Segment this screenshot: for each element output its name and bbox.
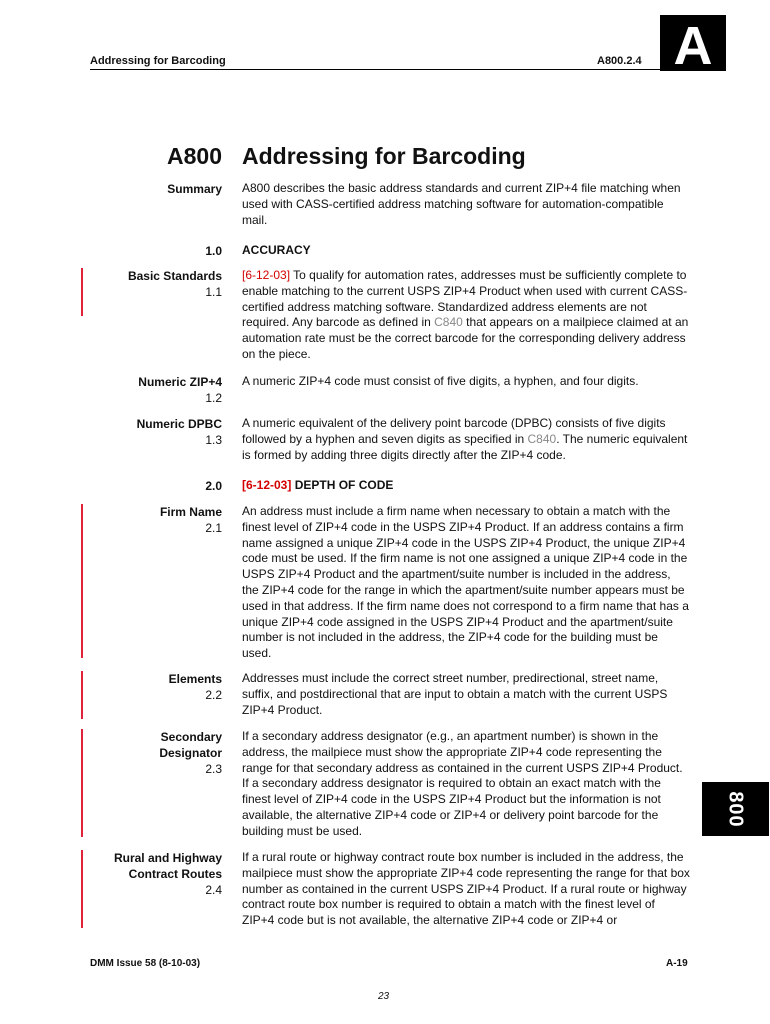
- subsection-1-2-text: A numeric ZIP+4 code must consist of five digits, a hyphen, and four digits.: [242, 374, 639, 388]
- revision-tag: [6-12-03]: [242, 478, 292, 492]
- subsection-1-1-text: [6-12-03] To qualify for automation rates, addresses must be sufficiently complete to enable matching to the current USPS ZIP+4 Product when used with current CASS-certified address matching software. Standardized address elements are not required. Any barcode as defined in C840 that appears on a mailpiece claimed at an automation rate must be the correct barcode for the corresponding delivery address on the piece.: [242, 268, 689, 361]
- section-1-title: ACCURACY: [242, 243, 311, 257]
- section-tab-letter: A: [660, 15, 726, 71]
- chapter-number: A800: [167, 143, 222, 169]
- section-2-title: [6-12-03] DEPTH OF CODE: [242, 478, 394, 492]
- page-number: 23: [378, 991, 390, 1002]
- subsection-2-1-label: Firm Name 2.1: [159, 505, 222, 535]
- c840-link[interactable]: C840: [527, 431, 557, 446]
- subsection-1-3-label: Numeric DPBC 1.3: [136, 417, 222, 447]
- side-tab: [702, 782, 769, 836]
- subsection-2-4-text: If a rural route or highway contract route box number is included in the address, the mailpiece must show the appropriate ZIP+4 code representing the range for that box number as contained in the current USPS ZIP+4 Product. If a rural route or highway contract route box number is required to obtain a match with the finest level of ZIP+4 code but is not available, the alternative ZIP+4 code or ZIP+4 or: [242, 850, 690, 928]
- section-1-number: 1.0: [205, 244, 222, 258]
- footer-page-ref: A-19: [666, 958, 688, 969]
- revision-tag: [6-12-03]: [242, 268, 291, 282]
- revision-bar: [81, 671, 83, 719]
- subsection-2-3-text: If a secondary address designator (e.g., an apartment number) is shown in the address, the mailpiece must show the appropriate ZIP+4 code representing the range for that secondary address as contained in the current USPS ZIP+4 Product. If a secondary address designator is required to obtain an exact match with the finest level of ZIP+4 code in the USPS ZIP+4 Product but the information is not available, the alternative ZIP+4 code or ZIP+4 or delivery point barcode for the building must be used.: [242, 729, 683, 838]
- footer-issue: DMM Issue 58 (8-10-03): [90, 958, 201, 969]
- subsection-2-1-text: An address must include a firm name when necessary to obtain a match with the finest level of ZIP+4 code in the USPS ZIP+4 Product. If an address contains a firm name assigned a unique ZIP+4 code in the USPS ZIP+4 Product, the unique ZIP+4 code must be used. If the firm name is not one assigned a unique ZIP+4 code in the USPS ZIP+4 Product and the apartment/suite number is included in the address, the ZIP+4 code for the range in which the apartment/suite number appears must be used in that address. If the firm name does not correspond to a firm name that has a unique ZIP+4 code assigned in the USPS ZIP+4 Product and the apartment/suite number is not included in the address, the ZIP+4 code for the building must be used.: [242, 504, 689, 661]
- subsection-1-3-text: A numeric equivalent of the delivery point barcode (DPBC) consists of five digits followed by a hyphen and seven digits as specified in C840. The numeric equivalent is formed by adding three digits directly after the ZIP+4 code.: [242, 416, 688, 462]
- revision-bar: [81, 268, 83, 316]
- c840-link[interactable]: C840: [434, 315, 463, 330]
- header-title: Addressing for Barcoding: [90, 55, 226, 67]
- subsection-2-4-label: Rural and Highway Contract Routes 2.4: [113, 851, 222, 897]
- subsection-1-2-label: Numeric ZIP+4 1.2: [138, 375, 222, 405]
- section-2-number: 2.0: [205, 479, 222, 493]
- summary-text: A800 describes the basic address standards and current ZIP+4 file matching when used with CASS-certified address matching software for automation-compatible mail.: [242, 181, 681, 227]
- revision-bar: [81, 504, 83, 658]
- header-section-ref: A800.2.4: [597, 55, 642, 67]
- subsection-2-2-label: Elements 2.2: [168, 672, 222, 702]
- summary-label: Summary: [167, 182, 222, 196]
- header-rule: [90, 69, 700, 70]
- revision-bar: [81, 729, 83, 837]
- subsection-1-1-label: Basic Standards 1.1: [127, 269, 222, 299]
- chapter-title: Addressing for Barcoding: [242, 143, 526, 169]
- side-tab-label: 800: [725, 790, 747, 828]
- subsection-2-2-text: Addresses must include the correct street number, predirectional, street name, suffix, and postdirectional that are input to obtain a match with the current USPS ZIP+4 Product.: [242, 671, 668, 717]
- revision-bar: [81, 850, 83, 928]
- subsection-2-3-label: Secondary Designator 2.3: [159, 730, 222, 776]
